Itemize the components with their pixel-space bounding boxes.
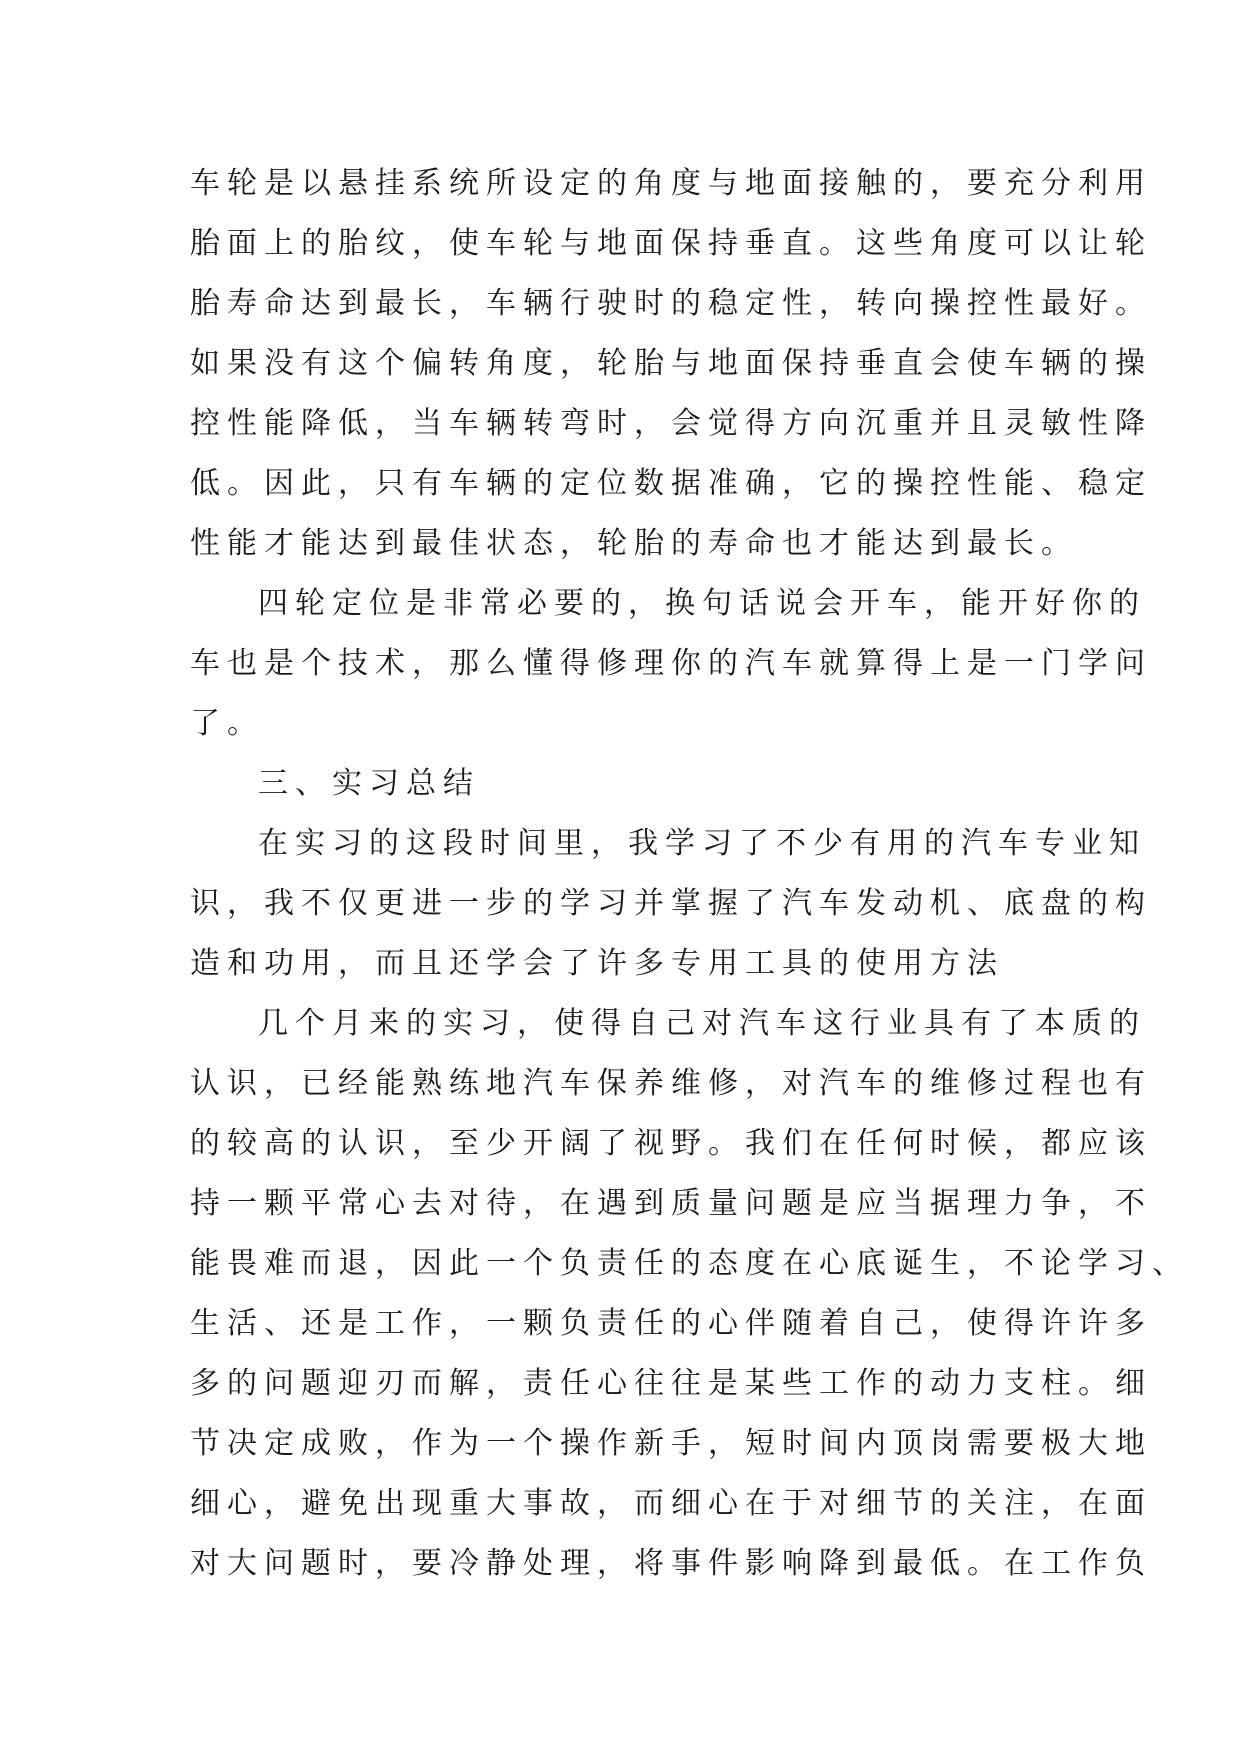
text-line: 车轮是以悬挂系统所设定的角度与地面接触的，要充分利用 (190, 166, 1152, 201)
paragraph-start-line: 在实习的这段时间里，我学习了不少有用的汽车专业知 (258, 826, 1146, 861)
text-line: 造和功用，而且还学会了许多专用工具的使用方法 (190, 946, 1004, 981)
text-line: 生活、还是工作，一颗负责任的心伴随着自己，使得许许多 (190, 1306, 1152, 1341)
text-line: 控性能降低，当车辆转弯时，会觉得方向沉重并且灵敏性降 (190, 406, 1152, 441)
text-line: 节决定成败，作为一个操作新手，短时间内顶岗需要极大地 (190, 1426, 1152, 1461)
paragraph-start-line: 四轮定位是非常必要的，换句话说会开车，能开好你的 (258, 586, 1146, 621)
text-line: 低。因此，只有车辆的定位数据准确，它的操控性能、稳定 (190, 466, 1152, 501)
text-line: 能畏难而退，因此一个负责任的态度在心底诞生，不论学习、 (190, 1246, 1189, 1281)
text-line: 的较高的认识，至少开阔了视野。我们在任何时候，都应该 (190, 1126, 1152, 1161)
text-line: 车也是个技术，那么懂得修理你的汽车就算得上是一门学问 (190, 646, 1152, 681)
text-line: 认识，已经能熟练地汽车保养维修，对汽车的维修过程也有 (190, 1066, 1152, 1101)
text-line: 如果没有这个偏转角度，轮胎与地面保持垂直会使车辆的操 (190, 346, 1152, 381)
text-line: 持一颗平常心去对待，在遇到质量问题是应当据理力争，不 (190, 1186, 1152, 1221)
text-line: 细心，避免出现重大事故，而细心在于对细节的关注，在面 (190, 1486, 1152, 1521)
section-heading: 三、实习总结 (258, 766, 480, 801)
text-line: 识，我不仅更进一步的学习并掌握了汽车发动机、底盘的构 (190, 886, 1152, 921)
text-line: 胎寿命达到最长，车辆行驶时的稳定性，转向操控性最好。 (190, 286, 1152, 321)
paragraph-start-line: 几个月来的实习，使得自己对汽车这行业具有了本质的 (258, 1006, 1146, 1041)
body-text (190, 154, 1189, 1594)
text-line: 对大问题时，要冷静处理，将事件影响降到最低。在工作负 (190, 1546, 1152, 1581)
text-line: 性能才能达到最佳状态，轮胎的寿命也才能达到最长。 (190, 526, 1078, 561)
text-line: 多的问题迎刃而解，责任心往往是某些工作的动力支柱。细 (190, 1366, 1152, 1401)
text-line: 胎面上的胎纹，使车轮与地面保持垂直。这些角度可以让轮 (190, 226, 1152, 261)
text-line: 了。 (190, 706, 264, 741)
